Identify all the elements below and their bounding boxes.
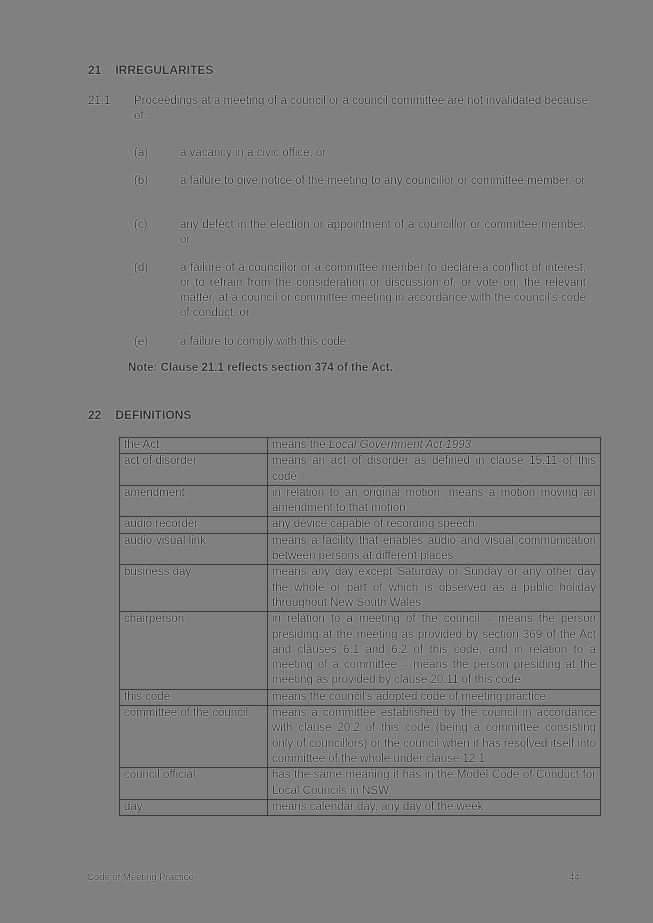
list-item <box>134 218 586 248</box>
definition-term: council official <box>120 768 268 800</box>
page-number: 44 <box>569 872 580 883</box>
item-label: (d) <box>134 262 149 274</box>
item-text: a failure to comply with this code. <box>180 336 350 348</box>
definition-text: means the council's adopted code of meeting practice <box>268 689 601 705</box>
list-item <box>134 335 586 350</box>
table-row <box>120 517 601 533</box>
definition-text: means a facility that enables audio and visual communication between persons at different places <box>268 533 601 565</box>
list-item <box>134 174 586 189</box>
definition-term: day <box>120 799 268 815</box>
section-number: 21 <box>88 63 102 77</box>
list-item <box>134 261 586 321</box>
table-row <box>120 485 601 517</box>
clause-text: Proceedings at a meeting of a council or a council committee are not invalidated because of: <box>134 95 588 122</box>
definition-text: in relation to an original motion, means a motion moving an amendment to that motion <box>268 485 601 517</box>
definition-term: the Act <box>120 438 268 454</box>
act-title: Local Government Act 1993 <box>328 439 472 451</box>
item-text: a vacancy in a civic office, or <box>180 147 327 159</box>
definition-text: means any day except Saturday or Sunday or any other day the whole or part of which is observed as a public holiday throughout New South Wales <box>268 565 601 612</box>
definition-text: means calendar day, any day of the week <box>268 799 601 815</box>
definition-prefix: means the <box>272 439 329 451</box>
note: Note: Clause 21.1 reflects section 374 of the Act. <box>128 362 393 374</box>
table-row <box>120 689 601 705</box>
item-label: (e) <box>134 336 149 348</box>
definition-term: chairperson <box>120 612 268 689</box>
definition-text: means an act of disorder as defined in clause 15.11 of this code <box>268 454 601 486</box>
definition-text: has the same meaning it has in the Model Code of Conduct for Local Councils in NSW <box>268 768 601 800</box>
definition-term: this code <box>120 689 268 705</box>
item-text: any defect in the election or appointment of a councillor or committee member, or <box>180 219 586 246</box>
section-22-heading <box>88 408 191 422</box>
definition-term: act of disorder <box>120 454 268 486</box>
table-row <box>120 706 601 768</box>
item-text: a failure of a councillor or a committee member to declare a conflict of interest, or to refrain from the consideration or discussion of, or vote on, the relevant matter, at a council or committee meeting in accordance with the council's code of conduct, or <box>180 262 586 319</box>
table-row <box>120 768 601 800</box>
table-row <box>120 612 601 689</box>
clause-21-1 <box>88 94 588 124</box>
item-label: (c) <box>134 219 148 231</box>
item-text: a failure to give notice of the meeting to any councillor or committee member, or <box>180 175 586 187</box>
definition-text: in relation to a meeting of the council – means the person presiding at the meeting as provided by section 369 of the Act and clauses 6.1 and 6.2 of this code, and in relation to a meeting of a committee – means the person presiding at the meeting as provided by clause 20.11 of this code <box>268 612 601 689</box>
section-21-heading <box>88 63 213 77</box>
table-row <box>120 454 601 486</box>
table-row <box>120 799 601 815</box>
definition-term: amendment <box>120 485 268 517</box>
item-label: (b) <box>134 175 149 187</box>
definition-term: committee of the council <box>120 706 268 768</box>
item-label: (a) <box>134 147 149 159</box>
section-title: IRREGULARITES <box>115 63 214 77</box>
definition-term: audio recorder <box>120 517 268 533</box>
clause-number: 21.1 <box>88 95 111 107</box>
footer-title: Code of Meeting Practice <box>87 872 194 883</box>
definition-text: means a committee established by the council in accordance with clause 20.2 of this code (being a committee consisting only of councillors) or the council when it has resolved itself into committee of the whole under clause 12.1 <box>268 706 601 768</box>
section-number: 22 <box>88 408 102 422</box>
definition-term: audio-visual link <box>120 533 268 565</box>
table-row <box>120 565 601 612</box>
definition-term: business day <box>120 565 268 612</box>
definition-text <box>268 438 601 454</box>
list-item <box>134 146 586 161</box>
definitions-table <box>119 437 601 816</box>
table-row <box>120 438 601 454</box>
table-row <box>120 533 601 565</box>
definition-text: any device capable of recording speech <box>268 517 601 533</box>
section-title: DEFINITIONS <box>115 408 192 422</box>
